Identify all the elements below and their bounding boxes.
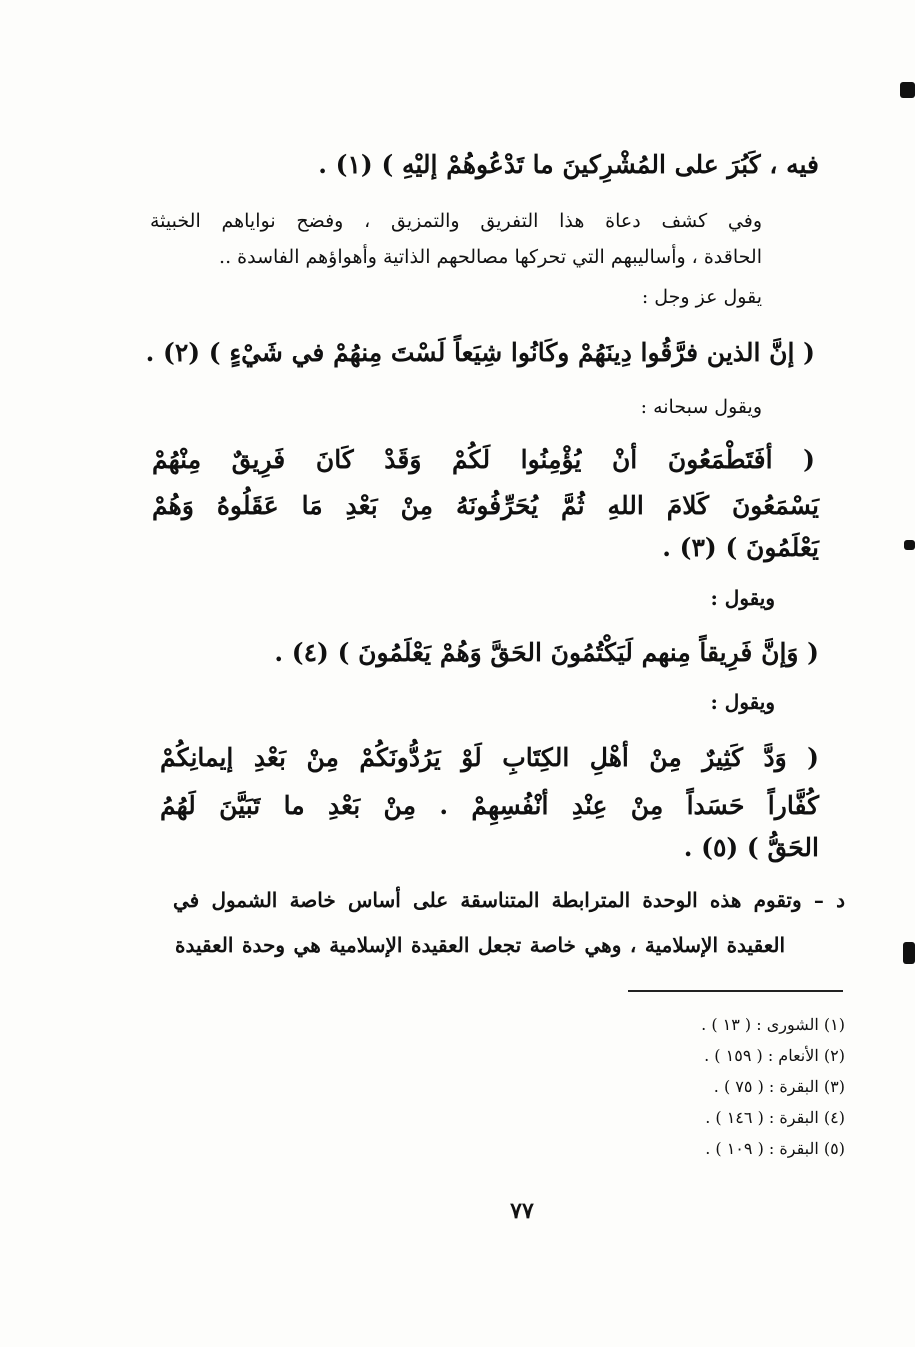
- text-line: وفي كشف دعاة هذا التفريق والتمزيق ، وفضح نواياهم الخبيثة: [150, 210, 762, 232]
- verse-line: يَسْمَعُونَ كَلامَ اللهِ ثُمَّ يُحَرِّفُونَهُ مِنْ بَعْدِ مَا عَقَلُوهُ وَهُمْ: [152, 491, 819, 520]
- scan-edge-mark: [904, 540, 915, 550]
- footnote: (١) الشورى : ( ١٣ ) .: [701, 1015, 845, 1034]
- footnote: (٥) البقرة : ( ١٠٩ ) .: [705, 1139, 845, 1158]
- text-line: الحاقدة ، وأساليبهم التي تحركها مصالحهم الذاتية وأهواؤهم الفاسدة ..: [219, 246, 762, 268]
- verse-line: يَعْلَمُونَ ) (٣) .: [662, 533, 819, 562]
- verse-line: الحَقُّ ) (٥) .: [683, 833, 819, 862]
- verse-line: ( أفَتَطْمَعُونَ أنْ يُؤْمِنُوا لَكُمْ وَقَدْ كَانَ فَرِيقٌ مِنْهُمْ: [152, 445, 815, 474]
- footnote: (٢) الأنعام : ( ١٥٩ ) .: [704, 1046, 845, 1065]
- text-line: ويقول :: [710, 586, 775, 610]
- verse-line: كُفَّاراً حَسَداً مِنْ عِنْدِ أنْفُسِهِمْ . مِنْ بَعْدِ ما تَبَيَّنَ لَهُمُ: [160, 791, 819, 820]
- verse-line: ( وَدَّ كَثِيرٌ مِنْ أهْلِ الكِتَابِ لَوْ يَرُدُّونَكُمْ مِنْ بَعْدِ إيمانِكُمْ: [160, 743, 819, 772]
- text-line: ويقول :: [710, 690, 775, 714]
- footnote: (٣) البقرة : ( ٧٥ ) .: [713, 1077, 845, 1096]
- page-number: ٧٧: [510, 1198, 534, 1224]
- text-line: العقيدة الإسلامية ، وهي خاصة تجعل العقيدة الإسلامية هي وحدة العقيدة: [175, 933, 785, 957]
- verse-line: ( إنَّ الذين فرَّقُوا دِينَهُمْ وكَانُوا شِيَعاً لَسْتَ مِنهُمْ في شَيْءٍ ) (٢) .: [145, 338, 815, 367]
- text-line: د – وتقوم هذه الوحدة المترابطة المتناسقة على أساس خاصة الشمول في: [173, 888, 845, 912]
- scan-edge-mark: [900, 82, 915, 98]
- text-line: ويقول سبحانه :: [640, 396, 762, 418]
- footnote-divider: [628, 990, 843, 992]
- verse-line: ( وَإنَّ فَرِيقاً مِنهم لَيَكْتُمُونَ الحَقَّ وَهُمْ يَعْلَمُونَ ) (٤) .: [274, 638, 819, 667]
- scan-edge-mark: [903, 942, 915, 964]
- footnote: (٤) البقرة : ( ١٤٦ ) .: [705, 1108, 845, 1127]
- text-line: يقول عز وجل :: [641, 286, 762, 308]
- verse-line: فيه ، كَبُرَ على المُشْرِكينَ ما تَدْعُوهُمْ إليْهِ ) (١) .: [318, 150, 819, 179]
